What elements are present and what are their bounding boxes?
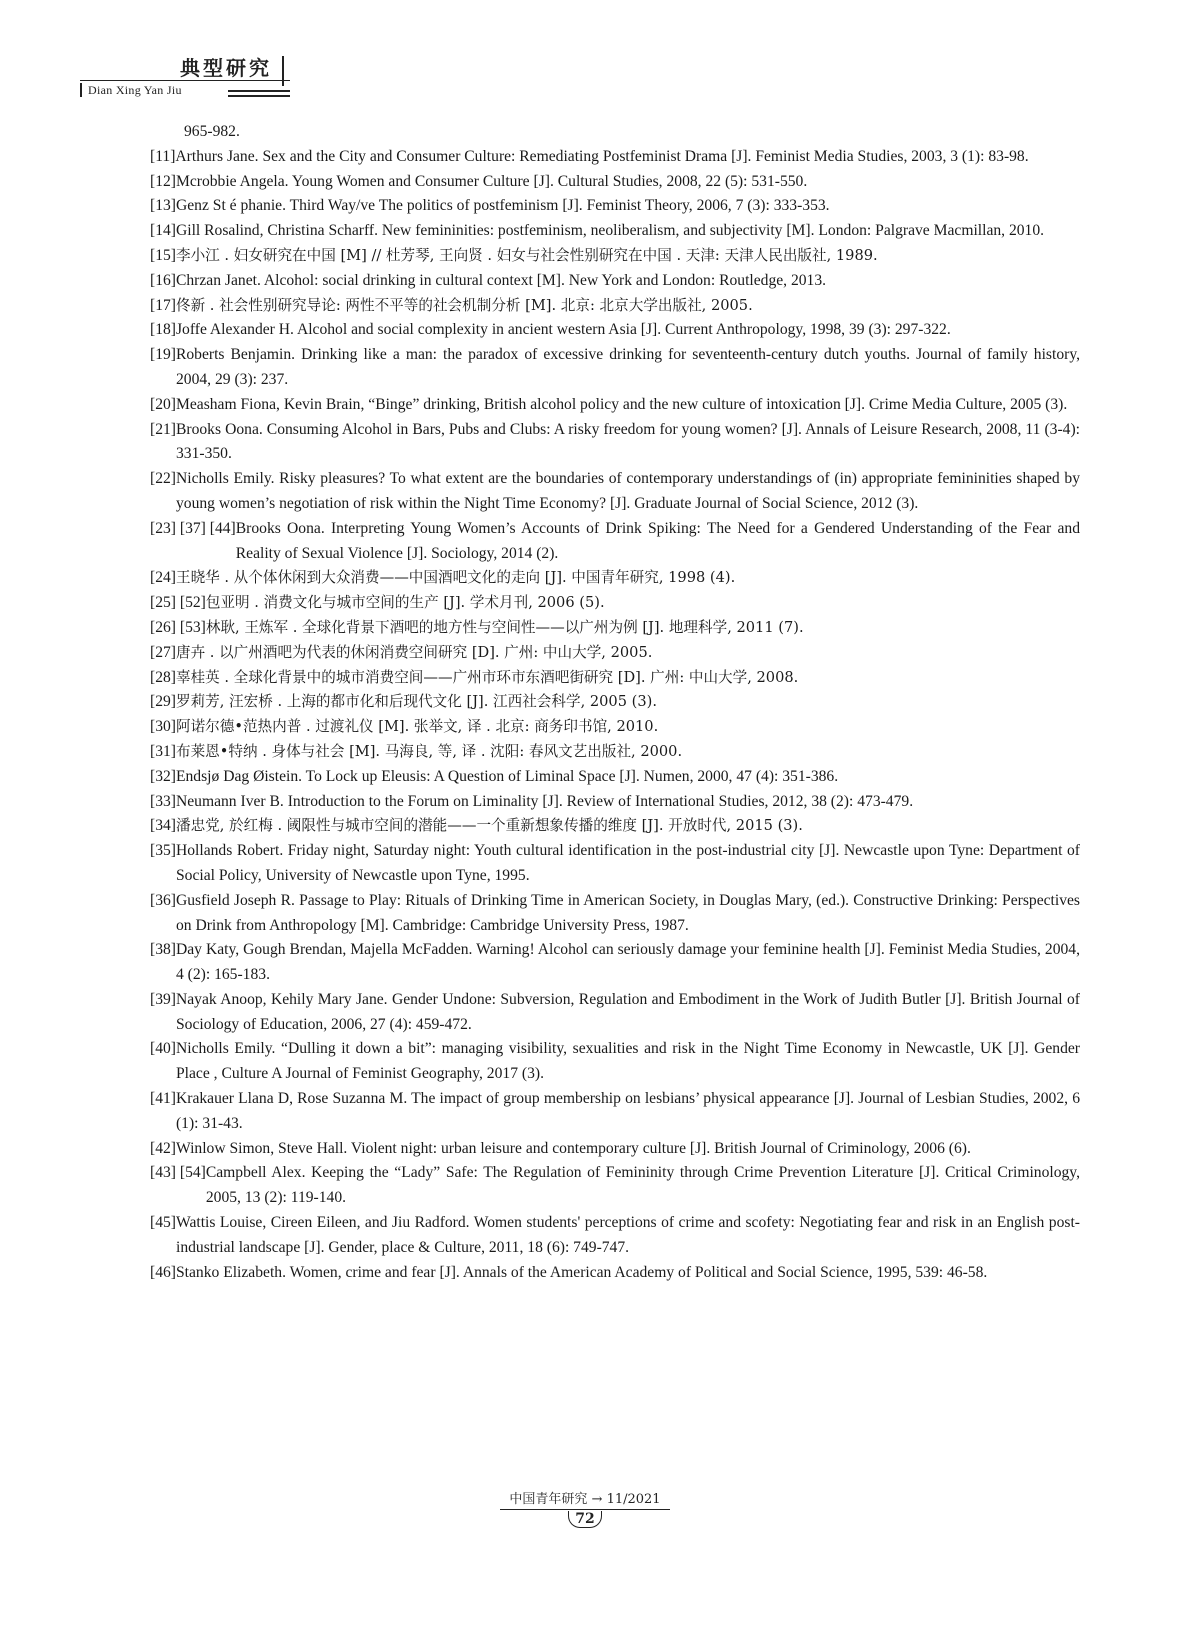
reference-text: Gill Rosalind, Christina Scharff. New femininities: postfeminism, neoliberalism, and subjectivity [M]. London: Palgrave Macmillan, 2010. [175,222,1045,240]
header-subtitle: Dian Xing Yan Jiu [80,83,182,97]
reference-entry [150,194,1080,219]
reference-text: Measham Fiona, Kevin Brain, “Binge” drinking, British alcohol policy and the new culture of intoxication [J]. Crime Media Culture, 2005 (3). [175,395,1068,413]
reference-number: [25] [52] [150,594,206,612]
reference-entry [150,740,1080,765]
page-footer [500,1488,670,1528]
header-title: 典型研究 [180,56,272,80]
reference-list [150,120,1080,1285]
reference-entry [150,170,1080,195]
reference-text: 布莱恩•特纳 . 身体与社会 [M]. 马海良, 等, 译 . 沈阳: 春风文艺出版社, 2000. [175,742,683,760]
reference-text: Roberts Benjamin. Drinking like a man: the paradox of excessive drinking for seventeenth-century dutch youths. Journal of family history, 2004, 29 (3): 237. [175,346,1080,388]
reference-entry [150,219,1080,244]
reference-entry [150,616,1080,641]
reference-text: 李小江 . 妇女研究在中国 [M] // 杜芳琴, 王向贤 . 妇女与社会性别研究在中国 . 天津: 天津人民出版社, 1989. [175,246,878,264]
header-double-rule-bottom [228,95,290,97]
reference-text: Krakauer Llana D, Rose Suzanna M. The impact of group membership on lesbians’ physical appearance [J]. Journal of Lesbian Studies, 2002, 6 (1): 31-43. [175,1090,1080,1132]
reference-text: Brooks Oona. Interpreting Young Women’s Accounts of Drink Spiking: The Need for a Gendered Understanding of the Fear and Reality of Sexual Violence [J]. Sociology, 2014 (2). [235,519,1080,562]
reference-number: [17] [150,296,176,314]
reference-text: Wattis Louise, Cireen Eileen, and Jiu Radford. Women students' perceptions of crime and scofety: Negotiating fear and risk in an English post-industrial landscape [J]. Gender, place & Culture, 2011, 18 (6): 749-747. [175,1214,1080,1256]
reference-entry [150,690,1080,715]
reference-text: Hollands Robert. Friday night, Saturday night: Youth cultural identification in the post-industrial city [J]. Newcastle upon Tyne: Department of Social Policy, University of Newcastle upon Tyne, 1995. [175,842,1080,884]
reference-number: [11] [150,147,176,165]
reference-text: 阿诺尔德•范热内普 . 过渡礼仪 [M]. 张举文, 译 . 北京: 商务印书馆, 2010. [175,718,659,736]
reference-text: Brooks Oona. Consuming Alcohol in Bars, Pubs and Clubs: A risky freedom for young women? [J]. Annals of Leisure Research, 2008, 11 (3-4): 331-350. [175,420,1080,463]
reference-text: 辜桂英 . 全球化背景中的城市消费空间——广州市环市东酒吧街研究 [D]. 广州: 中山大学, 2008. [175,668,799,686]
reference-number: [24] [150,569,176,587]
running-header [80,52,290,96]
reference-number: [27] [150,643,176,661]
reference-text: 965-982. [184,123,240,140]
reference-number: [46] [150,1263,176,1281]
reference-entry [150,393,1080,418]
reference-entry [150,1037,1080,1087]
header-double-rule-top [228,90,290,92]
reference-entry [150,566,1080,591]
reference-entry [150,666,1080,691]
reference-number: [22] [150,470,176,488]
reference-entry [150,467,1080,517]
reference-entry [150,517,1080,567]
reference-entry [150,1161,1080,1211]
reference-text: 林耿, 王炼军 . 全球化背景下酒吧的地方性与空间性——以广州为例 [J]. 地理科学, 2011 (7). [205,618,804,636]
reference-number: [32] [150,767,176,785]
reference-entry [150,889,1080,939]
reference-entry [150,294,1080,319]
reference-text: Winlow Simon, Steve Hall. Violent night: urban leisure and contemporary culture [J]. British Journal of Criminology, 2006 (6). [175,1139,971,1157]
reference-entry [150,938,1080,988]
reference-number: [30] [150,718,176,736]
reference-entry [150,343,1080,393]
header-horizontal-rule [80,80,290,81]
reference-number: [41] [150,1090,176,1108]
reference-text: 罗莉芳, 汪宏桥 . 上海的都市化和后现代文化 [J]. 江西社会科学, 2005 (3). [175,693,657,711]
reference-entry [150,120,1080,145]
reference-number: [38] [150,941,176,959]
reference-number: [20] [150,395,176,413]
reference-number: [19] [150,346,176,364]
reference-entry [150,1261,1080,1286]
reference-entry [150,988,1080,1038]
reference-entry [150,1211,1080,1261]
reference-number: [29] [150,693,176,711]
reference-text: Genz St é phanie. Third Way/ve The politics of postfeminism [J]. Feminist Theory, 2006, 7 (3): 333-353. [175,197,830,215]
reference-number: [43] [54] [150,1164,206,1182]
reference-number: [28] [150,668,176,686]
reference-number: [34] [150,817,176,835]
reference-number: [26] [53] [150,618,206,636]
reference-entry [150,715,1080,740]
reference-text: Chrzan Janet. Alcohol: social drinking in cultural context [M]. New York and London: Routledge, 2013. [175,271,827,289]
reference-number: [14] [150,222,176,240]
reference-text: Neumann Iver B. Introduction to the Forum on Liminality [J]. Review of International Studies, 2012, 38 (2): 473-479. [175,792,914,810]
reference-number: [18] [150,321,176,339]
reference-text: Arthurs Jane. Sex and the City and Consumer Culture: Remediating Postfeminist Drama [J]. Feminist Media Studies, 2003, 3 (1): 83-98. [175,147,1029,165]
reference-number: [36] [150,891,176,909]
reference-number: [45] [150,1214,176,1232]
header-vertical-rule [282,56,284,86]
reference-entry [150,418,1080,468]
reference-text: Campbell Alex. Keeping the “Lady” Safe: The Regulation of Femininity through Crime Prevention Literature [J]. Critical Criminology, 2005, 13 (2): 119-140. [205,1164,1080,1207]
reference-text: Nicholls Emily. Risky pleasures? To what extent are the boundaries of contemporary understandings of (in) appropriate femininities shaped by young women’s negotiation of risk within the Night Time Economy? [J]. Graduate Journal of Social Science, 2012 (3). [175,470,1080,512]
reference-number: [16] [150,271,176,289]
footer-journal-issue: 中国青年研究 → 11/2021 [500,1488,670,1510]
reference-text: 唐卉 . 以广州酒吧为代表的休闲消费空间研究 [D]. 广州: 中山大学, 2005. [175,643,653,661]
reference-entry [150,1137,1080,1162]
reference-text: Joffe Alexander H. Alcohol and social complexity in ancient western Asia [J]. Current Anthropology, 1998, 39 (3): 297-322. [175,321,951,339]
reference-text: Endsjø Dag Øistein. To Lock up Eleusis: A Question of Liminal Space [J]. Numen, 2000, 47 (4): 351-386. [175,767,839,785]
reference-entry [150,1087,1080,1137]
page-number: 72 [568,1511,601,1528]
reference-entry [150,591,1080,616]
reference-text: Mcrobbie Angela. Young Women and Consumer Culture [J]. Cultural Studies, 2008, 22 (5): 531-550. [175,172,808,190]
reference-text: Stanko Elizabeth. Women, crime and fear [J]. Annals of the American Academy of Political and Social Science, 1995, 539: 46-58. [175,1263,988,1281]
reference-entry [150,269,1080,294]
reference-number: [23] [37] [44] [150,519,236,537]
reference-text: Nayak Anoop, Kehily Mary Jane. Gender Undone: Subversion, Regulation and Embodiment in the Work of Judith Butler [J]. British Journal of Sociology of Education, 2006, 27 (4): 459-472. [175,990,1080,1033]
reference-entry [150,814,1080,839]
reference-text: Gusfield Joseph R. Passage to Play: Rituals of Drinking Time in American Society, in Douglas Mary, (ed.). Constructive Drinking: Perspectives on Drink from Anthropology [M]. Cambridge: Cambridge University Press, 1987. [175,891,1080,934]
reference-text: 王晓华 . 从个体休闲到大众消费——中国酒吧文化的走向 [J]. 中国青年研究, 1998 (4). [175,569,736,587]
reference-number: [12] [150,172,176,190]
reference-number: [21] [150,420,176,438]
reference-entry [150,765,1080,790]
reference-entry [150,790,1080,815]
reference-text: 佟新 . 社会性别研究导论: 两性不平等的社会机制分析 [M]. 北京: 北京大学出版社, 2005. [175,296,753,314]
reference-text: Nicholls Emily. “Dulling it down a bit”: managing visibility, sexualities and risk in the Night Time Economy in Newcastle, UK [J]. Gender Place , Culture A Journal of Feminist Geography, 2017 (3). [175,1040,1080,1083]
reference-number: [35] [150,842,176,860]
reference-entry [150,145,1080,170]
reference-entry [150,839,1080,889]
reference-text: Day Katy, Gough Brendan, Majella McFadden. Warning! Alcohol can seriously damage your feminine health [J]. Feminist Media Studies, 2004, 4 (2): 165-183. [175,941,1080,984]
reference-number: [40] [150,1040,176,1058]
reference-entry [150,244,1080,269]
reference-number: [33] [150,792,176,810]
reference-number: [15] [150,246,176,264]
reference-number: [31] [150,742,176,760]
reference-text: 包亚明 . 消费文化与城市空间的生产 [J]. 学术月刊, 2006 (5). [205,594,605,612]
reference-number: [39] [150,990,176,1008]
reference-number: [42] [150,1139,176,1157]
reference-entry [150,641,1080,666]
reference-number: [13] [150,197,176,215]
reference-entry [150,318,1080,343]
reference-text: 潘忠党, 於红梅 . 阈限性与城市空间的潜能——一个重新想象传播的维度 [J]. 开放时代, 2015 (3). [175,817,803,835]
